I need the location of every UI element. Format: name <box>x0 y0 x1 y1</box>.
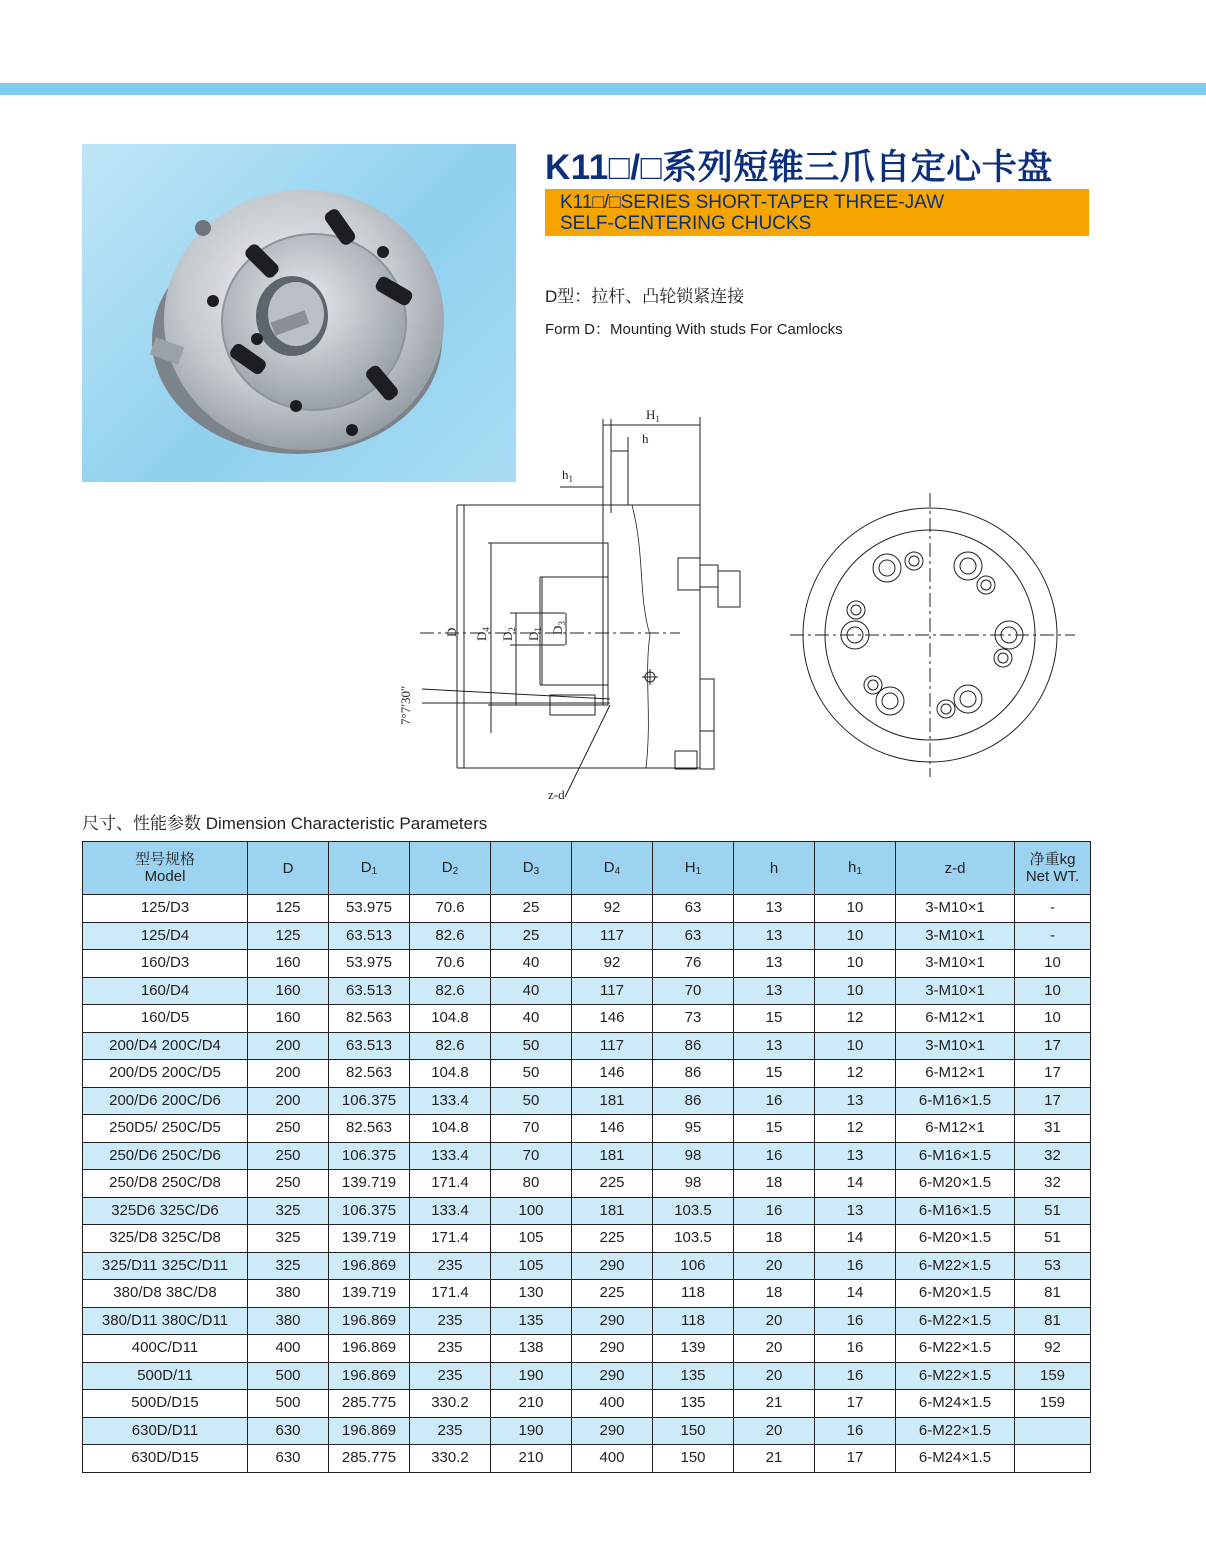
cell-D1: 63.513 <box>329 1032 410 1060</box>
cell-weight: 10 <box>1015 977 1091 1005</box>
cell-h1: 13 <box>815 1197 896 1225</box>
cell-model: 380/D8 38C/D8 <box>83 1280 248 1308</box>
cell-model: 500D/11 <box>83 1362 248 1390</box>
cell-h1: 14 <box>815 1225 896 1253</box>
drawing-labels <box>398 407 660 802</box>
table-row <box>83 1390 1091 1418</box>
cell-D2: 70.6 <box>410 895 491 923</box>
cell-D1: 196.869 <box>329 1335 410 1363</box>
cell-H1: 103.5 <box>653 1197 734 1225</box>
cell-D: 630 <box>248 1417 329 1445</box>
cell-D3: 210 <box>491 1445 572 1473</box>
cell-weight: - <box>1015 895 1091 923</box>
table-row <box>83 1225 1091 1253</box>
cell-D2: 133.4 <box>410 1197 491 1225</box>
table-row <box>83 1280 1091 1308</box>
cell-D3: 25 <box>491 922 572 950</box>
header-zd: z-d <box>896 842 1015 895</box>
cell-model: 200/D6 200C/D6 <box>83 1087 248 1115</box>
cell-model: 630D/D15 <box>83 1445 248 1473</box>
cell-h: 18 <box>734 1225 815 1253</box>
header-D2: $D_2$ <box>410 842 491 895</box>
cell-D4: 92 <box>572 895 653 923</box>
cell-D: 160 <box>248 950 329 978</box>
cell-D4: 117 <box>572 977 653 1005</box>
label-h1: $h_1$ <box>562 467 573 484</box>
cell-D4: 117 <box>572 922 653 950</box>
cell-D4: 290 <box>572 1362 653 1390</box>
cell-zd: 6-M12×1 <box>896 1060 1015 1088</box>
cell-D2: 171.4 <box>410 1280 491 1308</box>
page-title-cn: K11□/□系列短锥三爪自定心卡盘 <box>545 148 1053 187</box>
side-view <box>420 417 740 797</box>
table-row <box>83 1142 1091 1170</box>
cell-D3: 40 <box>491 950 572 978</box>
cell-zd: 3-M10×1 <box>896 1032 1015 1060</box>
cell-model: 160/D5 <box>83 1005 248 1033</box>
cell-H1: 106 <box>653 1252 734 1280</box>
table-row <box>83 1060 1091 1088</box>
cell-D1: 82.563 <box>329 1005 410 1033</box>
cell-model: 250D5/ 250C/D5 <box>83 1115 248 1143</box>
cell-h: 15 <box>734 1115 815 1143</box>
cell-H1: 98 <box>653 1170 734 1198</box>
cell-D3: 105 <box>491 1252 572 1280</box>
cell-h1: 16 <box>815 1362 896 1390</box>
cell-D: 200 <box>248 1032 329 1060</box>
label-zd: z-d <box>548 787 565 802</box>
cell-h: 20 <box>734 1362 815 1390</box>
table-row <box>83 1197 1091 1225</box>
cell-D3: 100 <box>491 1197 572 1225</box>
cell-D: 325 <box>248 1197 329 1225</box>
cell-zd: 6-M20×1.5 <box>896 1225 1015 1253</box>
cell-h: 15 <box>734 1060 815 1088</box>
cell-D4: 225 <box>572 1225 653 1253</box>
cell-D: 125 <box>248 895 329 923</box>
header-D: D <box>248 842 329 895</box>
cell-weight: 81 <box>1015 1307 1091 1335</box>
cell-D1: 196.869 <box>329 1417 410 1445</box>
cell-D: 250 <box>248 1170 329 1198</box>
cell-D1: 285.775 <box>329 1390 410 1418</box>
cell-h: 13 <box>734 950 815 978</box>
cell-D2: 104.8 <box>410 1060 491 1088</box>
title-en-line-1: K11□/□SERIES SHORT-TAPER THREE-JAW <box>560 192 945 213</box>
cell-D1: 139.719 <box>329 1170 410 1198</box>
cell-D1: 82.563 <box>329 1115 410 1143</box>
cell-D3: 40 <box>491 1005 572 1033</box>
cell-h: 16 <box>734 1197 815 1225</box>
cell-D2: 70.6 <box>410 950 491 978</box>
cell-model: 250/D8 250C/D8 <box>83 1170 248 1198</box>
cell-D3: 50 <box>491 1032 572 1060</box>
table-body <box>83 895 1091 1473</box>
cell-h: 16 <box>734 1087 815 1115</box>
cell-weight: 31 <box>1015 1115 1091 1143</box>
cell-zd: 6-M20×1.5 <box>896 1280 1015 1308</box>
table-row <box>83 922 1091 950</box>
cell-h: 20 <box>734 1307 815 1335</box>
cell-D2: 171.4 <box>410 1225 491 1253</box>
cell-H1: 135 <box>653 1362 734 1390</box>
cell-h1: 10 <box>815 950 896 978</box>
table-row <box>83 950 1091 978</box>
cell-D: 380 <box>248 1280 329 1308</box>
label-D: D <box>444 627 459 637</box>
cell-D3: 138 <box>491 1335 572 1363</box>
cell-h1: 10 <box>815 895 896 923</box>
cell-weight: - <box>1015 922 1091 950</box>
header-h1: $h_1$ <box>815 842 896 895</box>
cell-h1: 10 <box>815 1032 896 1060</box>
cell-D2: 133.4 <box>410 1087 491 1115</box>
title-en-line-2: SELF-CENTERING CHUCKS <box>560 213 812 234</box>
cell-D1: 106.375 <box>329 1197 410 1225</box>
cell-zd: 6-M22×1.5 <box>896 1417 1015 1445</box>
cell-D2: 235 <box>410 1307 491 1335</box>
label-D2: $D_2$ <box>500 627 517 641</box>
cell-D: 200 <box>248 1087 329 1115</box>
cell-model: 125/D3 <box>83 895 248 923</box>
cell-H1: 139 <box>653 1335 734 1363</box>
cell-D4: 290 <box>572 1307 653 1335</box>
cell-H1: 63 <box>653 895 734 923</box>
cell-h: 18 <box>734 1170 815 1198</box>
cell-h: 16 <box>734 1142 815 1170</box>
cell-D4: 290 <box>572 1417 653 1445</box>
cell-zd: 6-M24×1.5 <box>896 1390 1015 1418</box>
cell-zd: 6-M22×1.5 <box>896 1307 1015 1335</box>
cell-D4: 181 <box>572 1087 653 1115</box>
cell-D3: 135 <box>491 1307 572 1335</box>
cell-D: 200 <box>248 1060 329 1088</box>
cell-D4: 290 <box>572 1335 653 1363</box>
form-description-en: Form D：Mounting With studs For Camlocks <box>545 321 843 338</box>
header-D1: $D_1$ <box>329 842 410 895</box>
cell-D4: 400 <box>572 1390 653 1418</box>
cell-H1: 73 <box>653 1005 734 1033</box>
cell-D1: 196.869 <box>329 1252 410 1280</box>
cell-D: 500 <box>248 1362 329 1390</box>
title-band <box>545 189 1089 236</box>
cell-D: 500 <box>248 1390 329 1418</box>
cell-zd: 6-M24×1.5 <box>896 1445 1015 1473</box>
cell-H1: 70 <box>653 977 734 1005</box>
cell-D3: 40 <box>491 977 572 1005</box>
cell-H1: 63 <box>653 922 734 950</box>
cell-h1: 13 <box>815 1087 896 1115</box>
cell-weight: 32 <box>1015 1142 1091 1170</box>
cell-zd: 3-M10×1 <box>896 922 1015 950</box>
cell-h1: 13 <box>815 1142 896 1170</box>
cell-zd: 6-M22×1.5 <box>896 1252 1015 1280</box>
cell-H1: 150 <box>653 1417 734 1445</box>
cell-h1: 14 <box>815 1170 896 1198</box>
top-accent-bar <box>0 83 1206 95</box>
cell-h: 20 <box>734 1252 815 1280</box>
label-D1: $D_1$ <box>526 627 543 641</box>
cell-D2: 82.6 <box>410 977 491 1005</box>
cell-D3: 105 <box>491 1225 572 1253</box>
cell-h: 15 <box>734 1005 815 1033</box>
cell-D2: 133.4 <box>410 1142 491 1170</box>
cell-h: 13 <box>734 895 815 923</box>
cell-h: 21 <box>734 1390 815 1418</box>
cell-model: 380/D11 380C/D11 <box>83 1307 248 1335</box>
cell-model: 325D6 325C/D6 <box>83 1197 248 1225</box>
cell-D3: 80 <box>491 1170 572 1198</box>
header-model: 型号规格 Model <box>83 842 248 895</box>
cell-D3: 190 <box>491 1417 572 1445</box>
label-h: h <box>642 431 649 446</box>
table-row <box>83 1170 1091 1198</box>
cell-weight: 51 <box>1015 1225 1091 1253</box>
cell-D2: 330.2 <box>410 1445 491 1473</box>
cell-h1: 16 <box>815 1307 896 1335</box>
cell-D1: 139.719 <box>329 1225 410 1253</box>
cell-D: 630 <box>248 1445 329 1473</box>
cell-weight: 17 <box>1015 1060 1091 1088</box>
cell-D1: 82.563 <box>329 1060 410 1088</box>
header-h: h <box>734 842 815 895</box>
cell-D3: 70 <box>491 1142 572 1170</box>
cell-model: 160/D4 <box>83 977 248 1005</box>
cell-D4: 117 <box>572 1032 653 1060</box>
table-header-row <box>83 842 1091 895</box>
cell-D1: 106.375 <box>329 1142 410 1170</box>
cell-D: 125 <box>248 922 329 950</box>
cell-model: 125/D4 <box>83 922 248 950</box>
table-row <box>83 1252 1091 1280</box>
cell-D1: 63.513 <box>329 922 410 950</box>
cell-D1: 196.869 <box>329 1307 410 1335</box>
cell-model: 200/D5 200C/D5 <box>83 1060 248 1088</box>
cell-weight: 32 <box>1015 1170 1091 1198</box>
cell-model: 500D/D15 <box>83 1390 248 1418</box>
cell-zd: 6-M12×1 <box>896 1115 1015 1143</box>
cell-H1: 76 <box>653 950 734 978</box>
cell-weight: 81 <box>1015 1280 1091 1308</box>
table-caption: 尺寸、性能参数 Dimension Characteristic Parameters <box>82 814 488 833</box>
cell-zd: 6-M16×1.5 <box>896 1142 1015 1170</box>
cell-model: 160/D3 <box>83 950 248 978</box>
table-row <box>83 1362 1091 1390</box>
cell-H1: 103.5 <box>653 1225 734 1253</box>
cell-model: 200/D4 200C/D4 <box>83 1032 248 1060</box>
cell-weight: 159 <box>1015 1390 1091 1418</box>
cell-D2: 235 <box>410 1252 491 1280</box>
label-D4: $D_4$ <box>474 627 491 641</box>
cell-h: 20 <box>734 1417 815 1445</box>
cell-D4: 181 <box>572 1142 653 1170</box>
parameters-table <box>82 841 1091 1473</box>
cell-D4: 146 <box>572 1115 653 1143</box>
cell-weight: 10 <box>1015 950 1091 978</box>
page-title-en <box>560 192 1080 234</box>
cell-D2: 104.8 <box>410 1115 491 1143</box>
cell-D2: 235 <box>410 1335 491 1363</box>
cell-D4: 225 <box>572 1280 653 1308</box>
table-row <box>83 895 1091 923</box>
cell-H1: 118 <box>653 1307 734 1335</box>
table-row <box>83 1417 1091 1445</box>
cell-H1: 95 <box>653 1115 734 1143</box>
cell-D2: 82.6 <box>410 1032 491 1060</box>
cell-D3: 70 <box>491 1115 572 1143</box>
cell-model: 400C/D11 <box>83 1335 248 1363</box>
cell-h1: 12 <box>815 1005 896 1033</box>
cell-H1: 86 <box>653 1087 734 1115</box>
cell-h: 20 <box>734 1335 815 1363</box>
cell-H1: 98 <box>653 1142 734 1170</box>
cell-D: 250 <box>248 1115 329 1143</box>
cell-D3: 50 <box>491 1060 572 1088</box>
cell-D: 250 <box>248 1142 329 1170</box>
cell-D2: 330.2 <box>410 1390 491 1418</box>
cell-D4: 146 <box>572 1005 653 1033</box>
cell-weight <box>1015 1445 1091 1473</box>
cell-D1: 53.975 <box>329 950 410 978</box>
cell-weight: 17 <box>1015 1087 1091 1115</box>
cell-D: 325 <box>248 1252 329 1280</box>
table-row <box>83 1445 1091 1473</box>
cell-weight: 92 <box>1015 1335 1091 1363</box>
cell-D: 160 <box>248 1005 329 1033</box>
cell-h1: 10 <box>815 922 896 950</box>
cell-h1: 12 <box>815 1060 896 1088</box>
cell-D3: 50 <box>491 1087 572 1115</box>
cell-h1: 17 <box>815 1445 896 1473</box>
cell-zd: 6-M22×1.5 <box>896 1362 1015 1390</box>
cell-D1: 63.513 <box>329 977 410 1005</box>
cell-weight <box>1015 1417 1091 1445</box>
cell-zd: 6-M22×1.5 <box>896 1335 1015 1363</box>
cell-D1: 196.869 <box>329 1362 410 1390</box>
table-row <box>83 1005 1091 1033</box>
cell-weight: 53 <box>1015 1252 1091 1280</box>
cell-weight: 17 <box>1015 1032 1091 1060</box>
cell-D: 160 <box>248 977 329 1005</box>
cell-D4: 400 <box>572 1445 653 1473</box>
cell-model: 325/D11 325C/D11 <box>83 1252 248 1280</box>
cell-model: 630D/D11 <box>83 1417 248 1445</box>
cell-D4: 181 <box>572 1197 653 1225</box>
cell-zd: 6-M16×1.5 <box>896 1197 1015 1225</box>
cell-D4: 92 <box>572 950 653 978</box>
label-angle: 7°7′30″ <box>398 685 413 725</box>
cell-h1: 16 <box>815 1335 896 1363</box>
header-H1: $H_1$ <box>653 842 734 895</box>
cell-zd: 3-M10×1 <box>896 895 1015 923</box>
cell-D3: 210 <box>491 1390 572 1418</box>
cell-D1: 106.375 <box>329 1087 410 1115</box>
cell-weight: 159 <box>1015 1362 1091 1390</box>
cell-h: 13 <box>734 1032 815 1060</box>
table-row <box>83 1307 1091 1335</box>
cell-zd: 6-M20×1.5 <box>896 1170 1015 1198</box>
header-D4: $D_4$ <box>572 842 653 895</box>
cell-H1: 150 <box>653 1445 734 1473</box>
table-row <box>83 1115 1091 1143</box>
cell-D2: 104.8 <box>410 1005 491 1033</box>
label-H1: $H_1$ <box>646 407 660 424</box>
cell-D2: 171.4 <box>410 1170 491 1198</box>
cell-h: 21 <box>734 1445 815 1473</box>
cell-h: 13 <box>734 977 815 1005</box>
cell-h: 13 <box>734 922 815 950</box>
cell-h1: 17 <box>815 1390 896 1418</box>
table-row <box>83 977 1091 1005</box>
label-D3: $D_3$ <box>550 621 567 635</box>
cell-h1: 10 <box>815 977 896 1005</box>
cell-H1: 135 <box>653 1390 734 1418</box>
header-weight: 净重kg Net WT. <box>1015 842 1091 895</box>
cell-D4: 290 <box>572 1252 653 1280</box>
cell-zd: 3-M10×1 <box>896 950 1015 978</box>
cell-H1: 86 <box>653 1060 734 1088</box>
cell-weight: 10 <box>1015 1005 1091 1033</box>
table-row <box>83 1032 1091 1060</box>
cell-h1: 16 <box>815 1417 896 1445</box>
cell-zd: 3-M10×1 <box>896 977 1015 1005</box>
cell-model: 250/D6 250C/D6 <box>83 1142 248 1170</box>
cell-D1: 139.719 <box>329 1280 410 1308</box>
technical-drawing <box>360 395 1100 815</box>
cell-model: 325/D8 325C/D8 <box>83 1225 248 1253</box>
cell-h: 18 <box>734 1280 815 1308</box>
cell-D2: 235 <box>410 1417 491 1445</box>
cell-zd: 6-M12×1 <box>896 1005 1015 1033</box>
cell-D: 325 <box>248 1225 329 1253</box>
cell-D: 400 <box>248 1335 329 1363</box>
form-description-cn: D型：拉杆、凸轮锁紧连接 <box>545 287 745 306</box>
cell-D4: 225 <box>572 1170 653 1198</box>
cell-zd: 6-M16×1.5 <box>896 1087 1015 1115</box>
front-view <box>790 493 1075 777</box>
cell-h1: 16 <box>815 1252 896 1280</box>
cell-D2: 235 <box>410 1362 491 1390</box>
cell-D: 380 <box>248 1307 329 1335</box>
cell-D3: 130 <box>491 1280 572 1308</box>
cell-h1: 14 <box>815 1280 896 1308</box>
cell-H1: 86 <box>653 1032 734 1060</box>
header-D3: $D_3$ <box>491 842 572 895</box>
cell-weight: 51 <box>1015 1197 1091 1225</box>
cell-D2: 82.6 <box>410 922 491 950</box>
cell-H1: 118 <box>653 1280 734 1308</box>
cell-D1: 285.775 <box>329 1445 410 1473</box>
cell-D3: 25 <box>491 895 572 923</box>
cell-h1: 12 <box>815 1115 896 1143</box>
table-row <box>83 1087 1091 1115</box>
table-row <box>83 1335 1091 1363</box>
cell-D4: 146 <box>572 1060 653 1088</box>
cell-D1: 53.975 <box>329 895 410 923</box>
cell-D3: 190 <box>491 1362 572 1390</box>
